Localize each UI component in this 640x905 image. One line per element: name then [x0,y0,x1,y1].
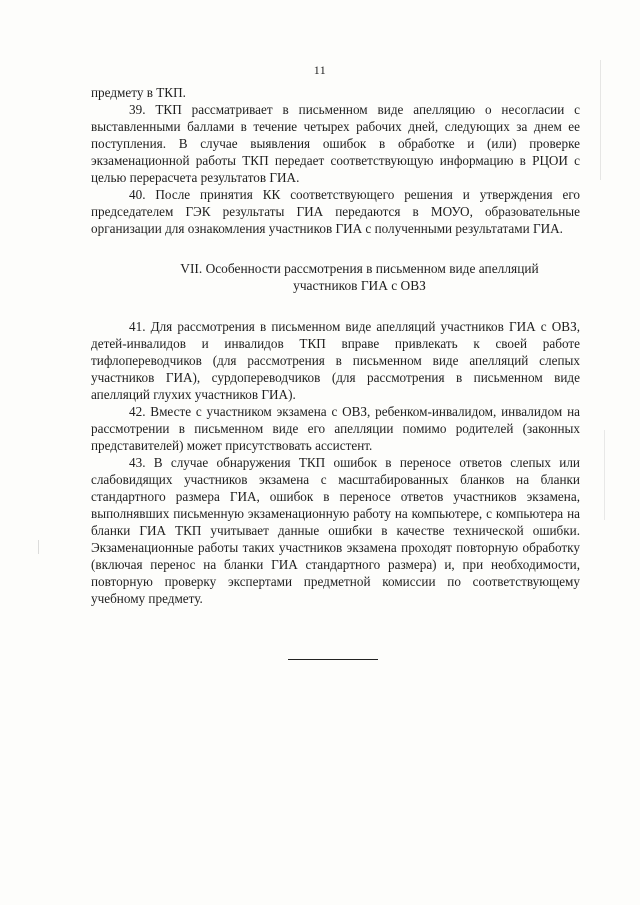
paragraph-continuation: предмету в ТКП. [91,85,186,100]
paragraph-39: 39. ТКП рассматривает в письменном виде апелляцию о несогласии с выставленными баллами в течение четырех рабочих дней, следующих за днем ее поступления. В случае выявления ошибок в обработке и (или) проверке экзаменационной работы ТКП передает соответствующую информацию в РЦОИ с целью перерасчета результатов ГИА. [91,102,580,185]
paragraph-42: 42. Вместе с участником экзамена с ОВЗ, ребенком-инвалидом, инвалидом на рассмотрении в письменном виде его апелляции помимо родителей (законных представителей) может присутствовать ассистент. [91,404,580,453]
scan-edge-mark [600,60,601,180]
section-heading-line1: VII. Особенности рассмотрения в письменном виде апелляций [180,261,539,276]
scan-left-mark [38,540,39,554]
page-number: 11 [313,63,327,77]
paragraph-41: 41. Для рассмотрения в письменном виде апелляций участников ГИА с ОВЗ, детей-инвалидов и инвалидов ТКП вправе привлекать к своей работе тифлопереводчиков (для рассмотрения в письменном виде апелляций слепых участников ГИА), сурдопереводчиков (для рассмотрения в письменном виде апелляций глухих участников ГИА). [91,319,580,402]
section-heading [91,260,580,294]
paragraph-40: 40. После принятия КК соответствующего решения и утверждения его председателем ГЭК результаты ГИА передаются в МОУО, образовательные организации для ознакомления участников ГИА с полученными результатами ГИА. [91,187,580,236]
scan-edge-mark [604,430,605,520]
document-body [91,84,580,607]
section-heading-line2: участников ГИА с ОВЗ [293,278,426,293]
paragraph-43: 43. В случае обнаружения ТКП ошибок в переносе ответов слепых или слабовидящих участников экзамена с масштабированных бланков на бланки стандартного размера ГИА, ошибок в переносе ответов участников экзамена, выполнявших письменную экзаменационную работу на компьютере, с компьютера на бланки ГИА ТКП учитывает данные ошибки в качестве технической ошибки. Экзаменационные работы таких участников экзамена проходят повторную обработку (включая перенос на бланки ГИА стандартного размера) и, при необходимости, повторную проверку экспертами предметной комиссии по соответствующему учебному предмету. [91,455,580,606]
end-divider [288,659,378,660]
